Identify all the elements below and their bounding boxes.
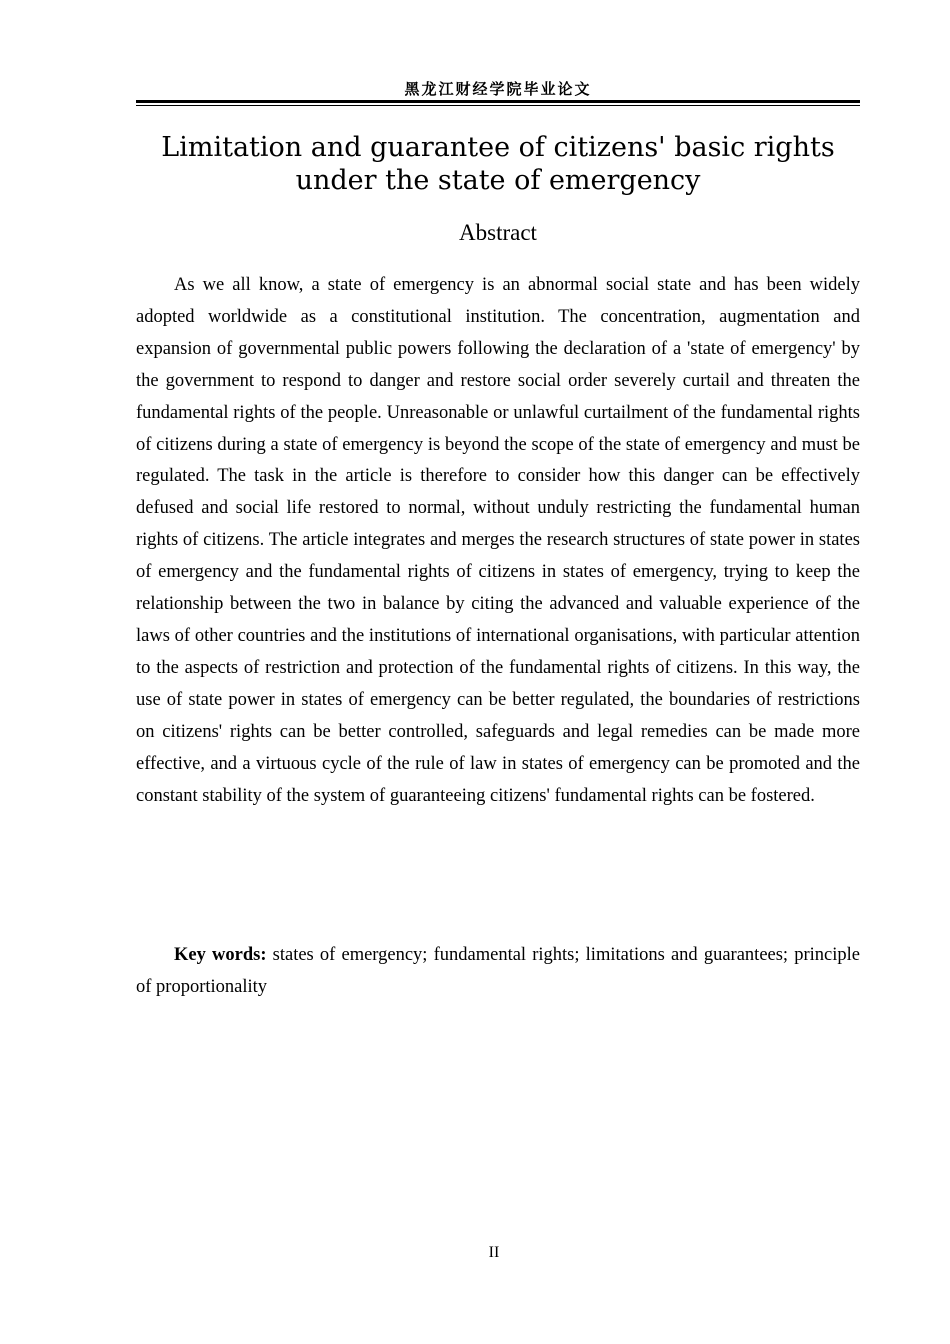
header-rule-thin — [136, 105, 860, 106]
header-rule-thick — [136, 100, 860, 103]
running-header: 黑龙江财经学院毕业论文 — [404, 80, 592, 98]
abstract-body: As we all know, a state of emergency is an abnormal social state and has been widely adopted worldwide as a constitutional institution. The concentration, augmentation and expansion of governmental public powers following the declaration of a 'state of emergency' by the government to respond to danger and restore social order severely curtail and threaten the fundamental rights of the people. Unreasonable or unlawful curtailment of the fundamental rights of citizens during a state of emergency is beyond the scope of the state of emergency and must be regulated. The task in the article is therefore to consider how this danger can be effectively defused and social life restored to normal, without unduly restricting the fundamental human rights of citizens. The article integrates and merges the research structures of state power in states of emergency and the fundamental rights of citizens in states of emergency, trying to keep the relationship between the two in balance by citing the advanced and valuable experience of the laws of other countries and the institutions of international organisations, with particular attention to the aspects of restriction and protection of the fundamental rights of citizens. In this way, the use of state power in states of emergency can be better regulated, the boundaries of restrictions on citizens' rights can be better controlled, safeguards and legal remedies can be made more effective, and a virtuous cycle of the rule of law in states of emergency can be promoted and the constant stability of the system of guaranteeing citizens' fundamental rights can be fostered. — [136, 275, 860, 806]
keywords-text: states of emergency; fundamental rights; limitations and guarantees; principle of proportionality — [136, 945, 860, 997]
keywords-paragraph — [136, 940, 860, 1004]
document-title: Limitation and guarantee of citizens' basic rights under the state of emergency — [161, 132, 835, 196]
page-number: II — [488, 1244, 500, 1261]
keywords-label: Key words: — [174, 945, 267, 965]
abstract-heading: Abstract — [459, 220, 537, 245]
